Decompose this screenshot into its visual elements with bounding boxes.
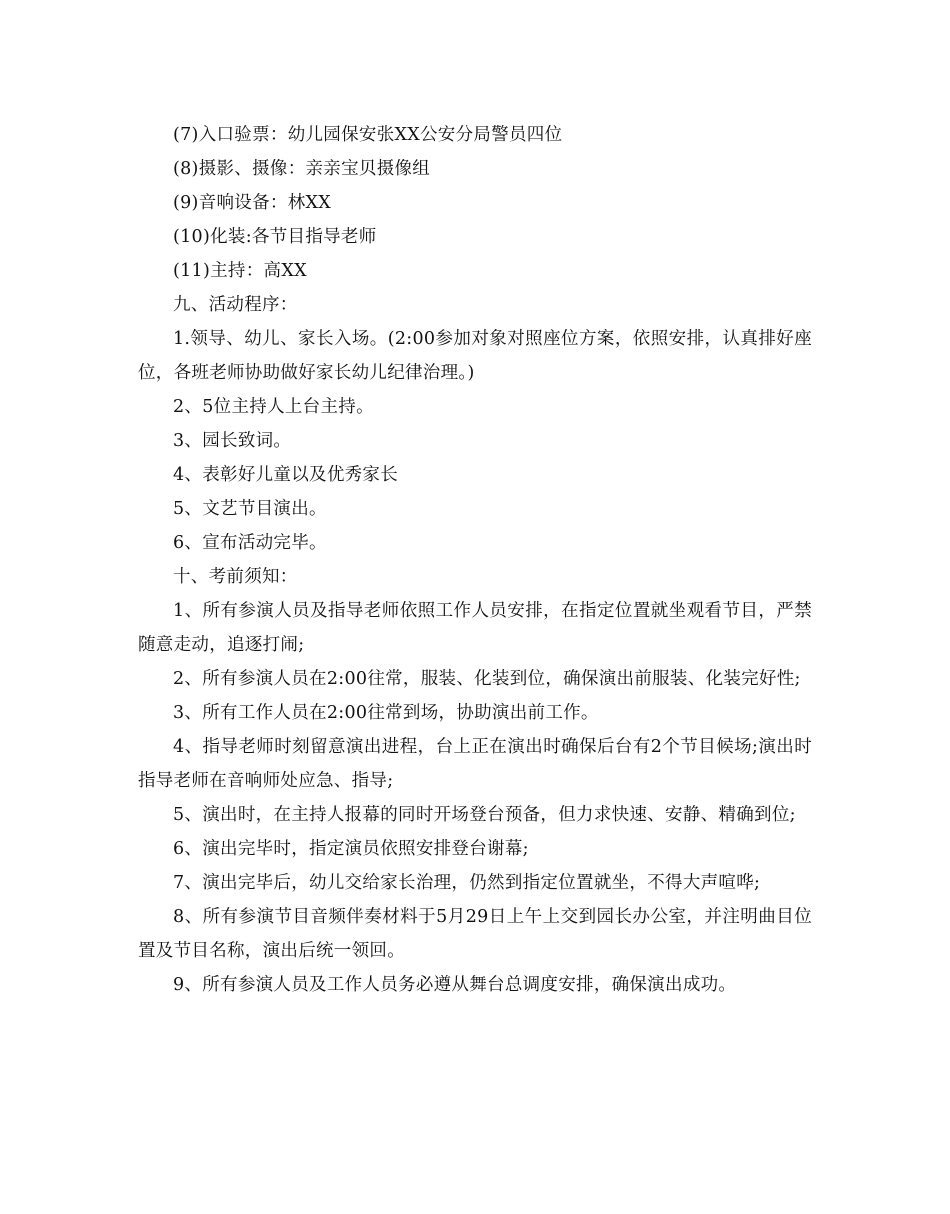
document-body (138, 118, 812, 1002)
program-step-4: 4、表彰好儿童以及优秀家长 (173, 465, 399, 485)
makeup-role: (10)化装:各节目指导老师 (173, 227, 377, 247)
note-1: 1、所有参演人员及指导老师依照工作人员安排，在指定位置就坐观看节目，严禁随意走动，追逐打闹; (138, 601, 812, 655)
program-step-6: 6、宣布活动完毕。 (173, 533, 327, 553)
note-7: 7、演出完毕后，幼儿交给家长治理，仍然到指定位置就坐，不得大声喧哗; (173, 873, 761, 893)
note-8: 8、所有参演节目音频伴奏材料于5月29日上午上交到园长办公室，并注明曲目位置及节目名称，演出后统一领回。 (138, 907, 812, 961)
note-2: 2、所有参演人员在2:00往常，服装、化装到位，确保演出前服装、化装完好性; (173, 669, 801, 689)
note-3: 3、所有工作人员在2:00往常到场，协助演出前工作。 (173, 703, 599, 723)
program-step-1: 1.领导、幼儿、家长入场。(2:00参加对象对照座位方案，依照安排，认真排好座位，各班老师协助做好家长幼儿纪律治理。) (138, 329, 812, 383)
photo-video-role: (8)摄影、摄像：亲亲宝贝摄像组 (173, 159, 431, 179)
note-5: 5、演出时，在主持人报幕的同时开场登台预备，但力求快速、安静、精确到位; (173, 805, 796, 825)
entry-ticket-check: (7)入口验票：幼儿园保安张XX公安分局警员四位 (173, 125, 563, 145)
note-6: 6、演出完毕时，指定演员依照安排登台谢幕; (173, 839, 529, 859)
section-heading-notes: 十、考前须知： (173, 567, 298, 587)
program-step-5: 5、文艺节目演出。 (173, 499, 327, 519)
note-4: 4、指导老师时刻留意演出进程，台上正在演出时确保后台有2个节目候场;演出时指导老师在音响师处应急、指导; (138, 737, 812, 791)
program-step-2: 2、5位主持人上台主持。 (173, 397, 374, 417)
program-step-3: 3、园长致词。 (173, 431, 292, 451)
sound-equipment-role: (9)音响设备：林XX (173, 193, 332, 213)
section-heading-program: 九、活动程序： (173, 295, 298, 315)
note-9: 9、所有参演人员及工作人员务必遵从舞台总调度安排，确保演出成功。 (173, 975, 737, 995)
host-role: (11)主持：高XX (173, 261, 307, 281)
